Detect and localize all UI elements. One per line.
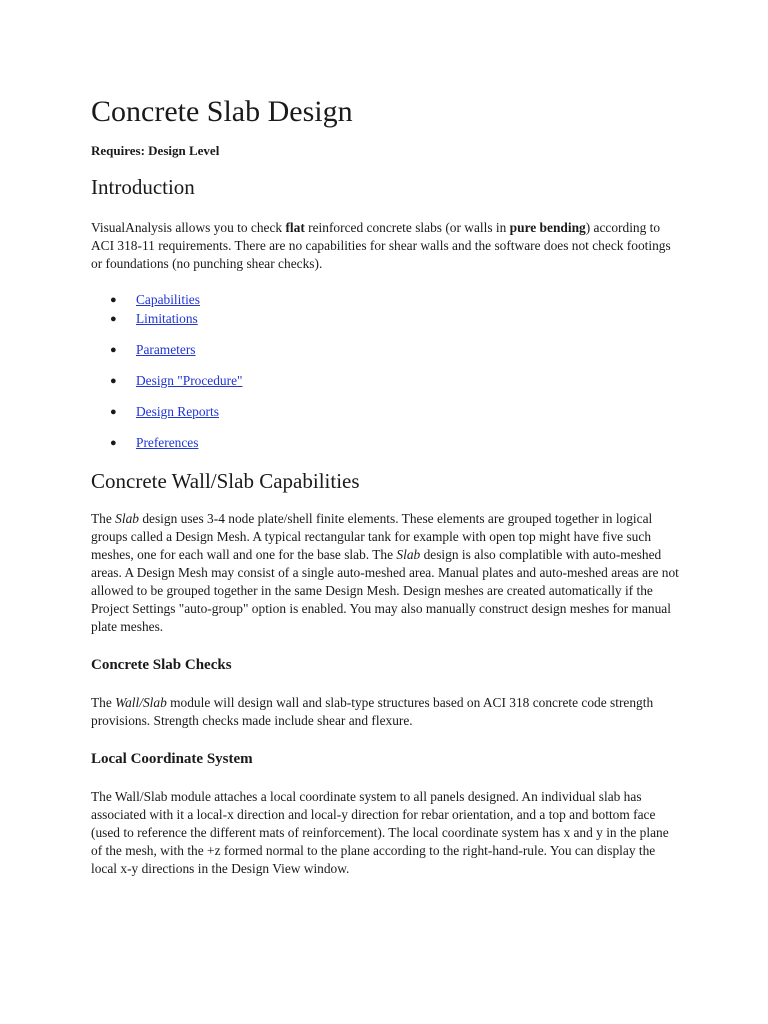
list-item	[110, 291, 680, 309]
capab-text-2: design uses 3-4 node plate/shell finite elements. These elements are grouped together in logical groups called a Design Mesh. A typical rectangular tank for example with open top might have five such meshes, one for each wall and one for the base slab. The	[91, 511, 653, 562]
checks-italic-wall-slab: Wall/Slab	[115, 695, 167, 710]
intro-bold-flat: flat	[285, 220, 305, 235]
capabilities-heading: Concrete Wall/Slab Capabilities	[91, 469, 360, 493]
capab-italic-slab-1: Slab	[115, 511, 139, 526]
link-limitations[interactable]: Limitations	[136, 311, 198, 326]
intro-text-1: VisualAnalysis allows you to check	[91, 220, 286, 235]
list-item	[110, 310, 680, 328]
capabilities-paragraph	[91, 510, 680, 636]
link-design-procedure[interactable]: Design "Procedure"	[136, 373, 243, 388]
link-capabilities[interactable]: Capabilities	[136, 292, 200, 307]
requires-note: Requires: Design Level	[91, 143, 220, 158]
coordinate-system-heading: Local Coordinate System	[91, 751, 253, 767]
intro-bold-pure-bending: pure bending	[509, 220, 586, 235]
intro-text-2: reinforced concrete slabs (or walls in	[304, 220, 510, 235]
capab-text-1: The	[91, 511, 116, 526]
capab-text-3: design is also complatible with auto-meshed areas. A Design Mesh may consist of a single auto-meshed area. Manual plates and auto-meshed areas are not allowed to be grouped together in the same Design Mesh. Design meshes are created automatically if the Project Settings "auto-group" option is enabled. You may also manually construct design meshes for manual plate meshes.	[91, 547, 679, 634]
list-item	[110, 403, 680, 421]
coordinate-system-paragraph: The Wall/Slab module attaches a local coordinate system to all panels designed. An individual slab has associated with it a local-x direction and local-y direction for rebar orientation, and a top and bottom face (used to reference the different mats of reinforcement). The local coordinate system has x and y in the plane of the mesh, with the +z formed normal to the plane according to the right-hand-rule. You can display the local x-y directions in the Design View window.	[91, 789, 669, 876]
list-item	[110, 434, 680, 452]
bullet-icon: ●	[110, 313, 117, 325]
bullet-icon: ●	[110, 437, 117, 449]
introduction-heading: Introduction	[91, 175, 195, 199]
bullet-icon: ●	[110, 406, 117, 418]
slab-checks-heading: Concrete Slab Checks	[91, 657, 232, 673]
intro-text-3: ) according to ACI 318-11 requirements. There are no capabilities for shear walls and the software does not check footings or foundations (no punching shear checks).	[91, 220, 671, 271]
introduction-paragraph	[91, 219, 680, 273]
capab-italic-slab-2: Slab	[396, 547, 421, 562]
link-preferences[interactable]: Preferences	[136, 435, 199, 450]
list-item	[110, 341, 680, 359]
list-item	[110, 372, 680, 390]
slab-checks-paragraph	[91, 694, 680, 730]
link-parameters[interactable]: Parameters	[136, 342, 196, 357]
topic-link-list	[91, 291, 680, 452]
link-design-reports[interactable]: Design Reports	[136, 404, 219, 419]
page-title: Concrete Slab Design	[91, 95, 353, 128]
bullet-icon: ●	[110, 344, 117, 356]
bullet-icon: ●	[110, 375, 117, 387]
checks-text-2: module will design wall and slab-type structures based on ACI 318 concrete code strength provisions. Strength checks made include shear and flexure.	[91, 695, 654, 728]
checks-text-1: The	[91, 695, 116, 710]
bullet-icon: ●	[110, 294, 117, 306]
